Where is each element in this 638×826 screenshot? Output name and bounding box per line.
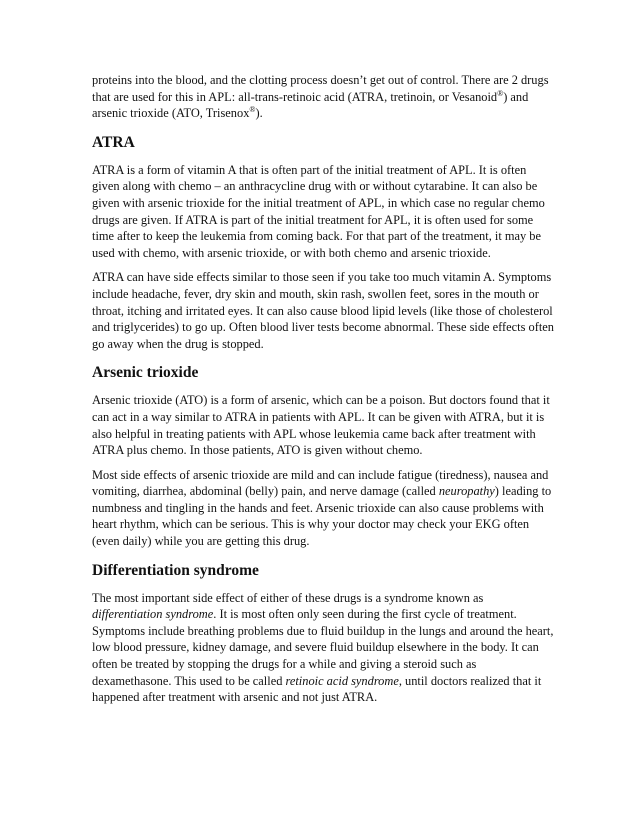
atra-paragraph-2 [92,269,588,352]
text-line: ATRA plus chemo. In those patients, ATO is given without chemo. [92,443,423,458]
atra-paragraph-1 [92,162,588,262]
text-line: Most side effects of arsenic trioxide are mild and can include fatigue (tiredness), nausea and [92,467,549,482]
heading-atra: ATRA [92,133,135,151]
text-line: can act in a way similar to ATRA in patients with APL. It can be given with ATRA, but it is [92,409,545,424]
heading-arsenic-trioxide: Arsenic trioxide [92,364,199,382]
text-line [92,483,588,500]
text-line: Symptoms include breathing problems due to fluid buildup in the lungs and around the heart, [92,623,554,638]
text-line [92,89,588,106]
italic-term: differentiation syndrome [92,607,214,622]
text-line: time after to keep the leukemia from coming back. For that part of the treatment, it may be [92,229,542,244]
text-line: throat, itching and irritated eyes. It can also cause blood lipid levels (like those of cholesterol [92,303,553,318]
text-line: drugs are given. If ATRA is part of the initial treatment for APL, it is often used for some [92,212,534,227]
registered-mark: ® [249,105,256,115]
text-line [92,606,588,623]
text-span: ). [255,106,263,121]
differentiation-paragraph [92,590,588,706]
text-line: ATRA can have side effects similar to those seen if you take too much vitamin A. Symptoms [92,270,552,285]
text-line: (even daily) while you are getting this drug. [92,534,310,549]
text-line: and triglycerides) to go up. Often blood liver tests become abnormal. These side effects often [92,320,554,335]
text-line: The most important side effect of either of these drugs is a syndrome known as [92,590,484,605]
italic-term: neuropathy [438,484,495,499]
italic-term: retinoic acid syndrome [285,673,399,688]
text-span: ) leading to [494,484,552,499]
arsenic-paragraph-2 [92,467,588,550]
heading-differentiation-syndrome: Differentiation syndrome [92,561,259,579]
arsenic-paragraph-1 [92,392,588,458]
text-line: ATRA is a form of vitamin A that is often part of the initial treatment of APL. It is often [92,162,527,177]
text-span: vomiting, diarrhea, abdominal (belly) pain, and nerve damage (called [92,484,439,499]
text-line: often be treated by stopping the drugs for a while and giving a steroid such as [92,657,477,672]
text-span: arsenic trioxide (ATO, Trisenox [92,106,250,121]
text-line: also helpful in treating patients with APL whose leukemia came back after treatment with [92,426,536,441]
text-line: low blood pressure, kidney damage, and severe fluid buildup elsewhere in the body. It can [92,640,539,655]
text-line: go away when the drug is stopped. [92,336,264,351]
text-line: given along with chemo – an anthracycline drug with or without cytarabine. It can also be [92,179,538,194]
text-line [92,673,588,690]
text-line: Arsenic trioxide (ATO) is a form of arsenic, which can be a poison. But doctors found that it [92,393,550,408]
text-line: happened after treatment with arsenic and not just ATRA. [92,690,378,705]
text-span: that are used for this in APL: all-trans-retinoic acid (ATRA, tretinoin, or Vesanoid [92,89,498,104]
registered-mark: ® [497,88,504,98]
text-span: . It is most often only seen during the first cycle of treatment. [213,607,517,622]
text-line: used with chemo, with arsenic trioxide, or with both chemo and arsenic trioxide. [92,245,491,260]
text-line: heart rhythm, which can be serious. This is why your doctor may check your EKG often [92,517,530,532]
text-line: numbness and tingling in the hands and feet. Arsenic trioxide can also cause problems with [92,500,544,515]
text-line [92,105,588,122]
text-line: given with arsenic trioxide for the initial treatment of APL, in which case no regular chemo [92,195,545,210]
text-line: include headache, fever, dry skin and mouth, skin rash, swollen feet, sores in the mouth or [92,286,539,301]
text-span: dexamethasone. This used to be called [92,673,286,688]
text-line: proteins into the blood, and the clotting process doesn’t get out of control. There are 2 drugs [92,73,549,87]
text-span: ) and [503,89,529,104]
intro-paragraph [92,72,588,122]
text-span: , until doctors realized that it [398,673,542,688]
